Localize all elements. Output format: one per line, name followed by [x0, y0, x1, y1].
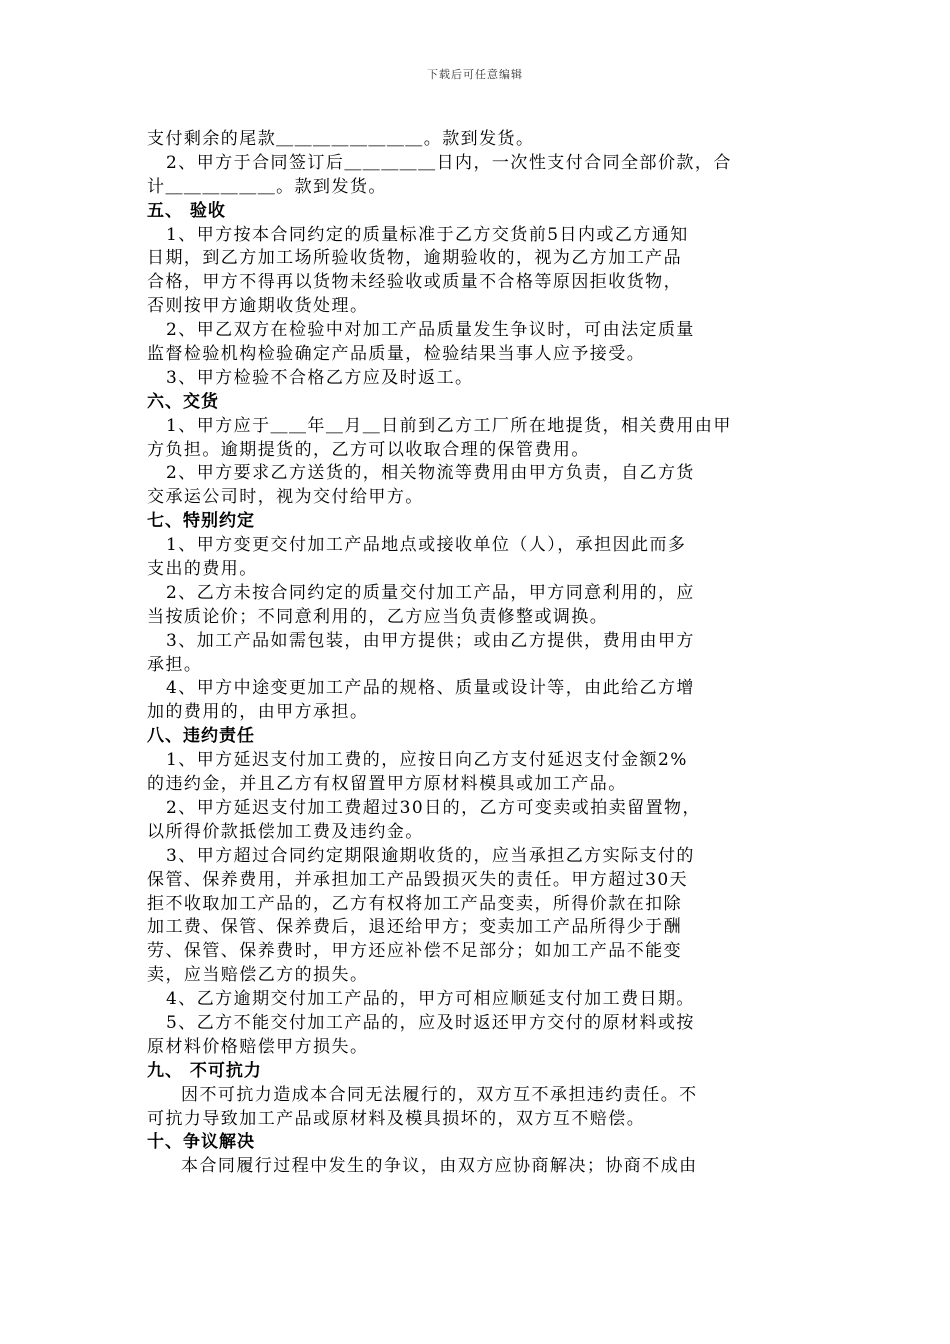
section-heading: 八、违约责任: [147, 726, 255, 747]
text-line: 2、甲乙双方在检验中对加工产品质量发生争议时，可由法定质量: [166, 320, 695, 341]
text-line: 劳、保管、保养费时，甲方还应补偿不足部分；如加工产品不能变: [147, 941, 683, 962]
text-line: 的违约金，并且乙方有权留置甲方原材料模具或加工产品。: [147, 774, 627, 795]
text-line: 3、甲方超过合同约定期限逾期收货的，应当承担乙方实际支付的: [166, 845, 695, 866]
text-line: 支付剩余的尾款＿＿＿＿＿＿＿＿。款到发货。: [147, 129, 535, 149]
text-line: 4、乙方逾期交付加工产品的，甲方可相应顺延支付加工费日期。: [166, 989, 695, 1010]
text-line: 交承运公司时，视为交付给甲方。: [147, 487, 424, 508]
text-line: 5、乙方不能交付加工产品的，应及时返还甲方交付的原材料或按: [166, 1012, 695, 1033]
section-heading: 十、争议解决: [147, 1132, 255, 1153]
text-line: 1、甲方应于＿＿年＿月＿日前到乙方工厂所在地提货，相关费用由甲: [166, 415, 732, 436]
text-line: 1、甲方按本合同约定的质量标准于乙方交货前5日内或乙方通知: [166, 224, 689, 245]
text-line: 1、甲方变更交付加工产品地点或接收单位（人），承担因此而多: [166, 535, 687, 556]
text-line: 合格，甲方不得再以货物未经验收或质量不合格等原因拒收货物，: [147, 272, 683, 293]
document-body: [147, 128, 817, 1179]
text-line: 当按质论价；不同意利用的，乙方应当负责修整或调换。: [147, 606, 609, 627]
text-line: 计＿＿＿＿＿＿。款到发货。: [147, 176, 387, 197]
text-line: 否则按甲方逾期收货处理。: [147, 296, 369, 317]
text-line: 加工费、保管、保养费后，退还给甲方；变卖加工产品所得少于酬: [147, 917, 683, 938]
section-heading: 五、 验收: [147, 200, 226, 221]
text-line: 加的费用的，由甲方承担。: [147, 702, 369, 723]
section-heading: 七、特别约定: [147, 511, 255, 532]
text-line: 原材料价格赔偿甲方损失。: [147, 1036, 369, 1057]
text-line: 3、甲方检验不合格乙方应及时返工。: [166, 367, 474, 388]
section-heading: 九、 不可抗力: [147, 1060, 262, 1081]
text-line: 2、甲方延迟支付加工费超过30日的，乙方可变卖或拍卖留置物，: [166, 797, 701, 818]
text-line: 1、甲方延迟支付加工费的，应按日向乙方支付延迟支付金额2%: [166, 750, 688, 771]
text-line: 2、甲方于合同签订后＿＿＿＿＿日内，一次性支付合同全部价款，合: [166, 152, 732, 173]
text-line: 支出的费用。: [147, 559, 258, 580]
text-line: 保管、保养费用，并承担加工产品毁损灭失的责任。甲方超过30天: [147, 869, 689, 890]
text-line: 卖，应当赔偿乙方的损失。: [147, 965, 369, 986]
text-line: 4、甲方中途变更加工产品的规格、质量或设计等，由此给乙方增: [166, 678, 695, 699]
text-line: 3、加工产品如需包装，由甲方提供；或由乙方提供，费用由甲方: [166, 630, 695, 651]
text-line: 监督检验机构检验确定产品质量，检验结果当事人应予接受。: [147, 344, 646, 365]
text-line: 2、乙方未按合同约定的质量交付加工产品，甲方同意利用的，应: [166, 582, 695, 603]
text-line: 以所得价款抵偿加工费及违约金。: [147, 821, 424, 842]
text-line: 拒不收取加工产品的，乙方有权将加工产品变卖，所得价款在扣除: [147, 893, 683, 914]
text-line: 2、甲方要求乙方送货的，相关物流等费用由甲方负责，自乙方货: [166, 463, 695, 484]
text-line: 本合同履行过程中发生的争议，由双方应协商解决；协商不成由: [181, 1156, 698, 1177]
section-heading: 六、交货: [147, 391, 219, 412]
text-line: 日期，到乙方加工场所验收货物，逾期验收的，视为乙方加工产品: [147, 248, 683, 269]
text-line: 因不可抗力造成本合同无法履行的，双方互不承担违约责任。不: [181, 1084, 698, 1105]
text-line: 可抗力导致加工产品或原材料及模具损坏的，双方互不赔偿。: [147, 1108, 646, 1129]
page-header: 下载后可任意编辑: [427, 68, 523, 81]
text-line: 承担。: [147, 654, 203, 675]
text-line: 方负担。逾期提货的，乙方可以收取合理的保管费用。: [147, 439, 590, 460]
